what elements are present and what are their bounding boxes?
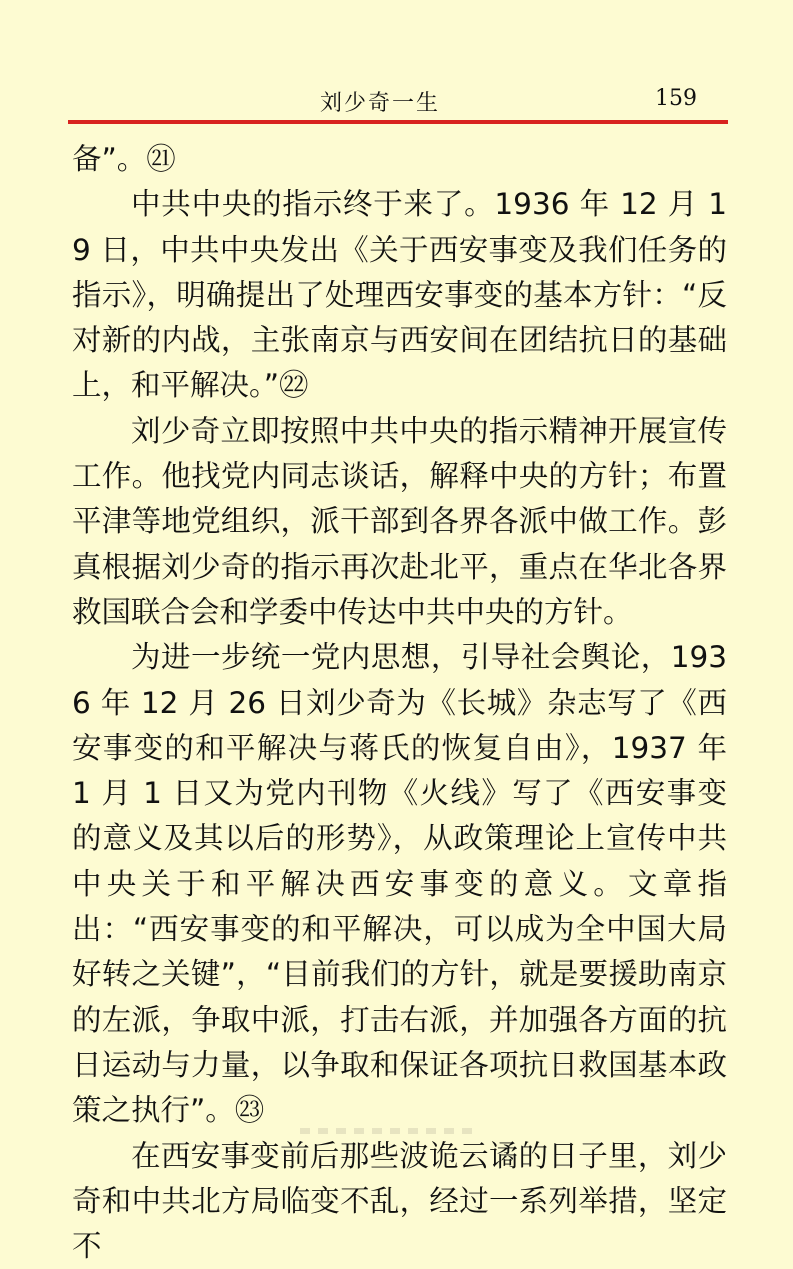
- running-header-title: 刘少奇一生: [320, 91, 441, 116]
- paragraph: 刘少奇立即按照中共中央的指示精神开展宣传工作。他找党内同志谈话，解释中央的方针；布置平津等地党组织，派干部到各界各派中做工作。彭真根据刘少奇的指示再次赴北平，重点在华北各界救国联合会和学委中传达中共中央的方针。: [72, 413, 727, 629]
- body-text: [72, 137, 727, 1269]
- paragraph: 中共中央的指示终于来了。1936 年 12 月 19 日，中共中央发出《关于西安事变及我们任务的指示》，明确提出了处理西安事变的基本方针：“反对新的内战，主张南京与西安间在团结抗日的基础上，和平解决。”㉒: [72, 187, 727, 403]
- paragraph-continuation: 备”。㉑: [72, 142, 176, 176]
- header-divider: [68, 120, 728, 124]
- paragraph: 为进一步统一党内思想，引导社会舆论，1936 年 12 月 26 日刘少奇为《长城》杂志写了《西安事变的和平解决与蒋氏的恢复自由》，1937 年 1 月 1 日又为党内刊物《火线》写了《西安事变的意义及其以后的形势》，从政策理论上宣传中共中央关于和平解决西安事变的意义。文章指出：“西安事变的和平解决，可以成为全中国大局好转之关键”，“目前我们的方针，就是要援助南京的左派，争取中派，打击右派，并加强各方面的抗日运动与力量，以争取和保证各项抗日救国基本政策之执行”。㉓: [72, 640, 727, 1128]
- paragraph: 在西安事变前后那些波诡云谲的日子里，刘少奇和中共北方局临变不乱，经过一系列举措，坚定不: [72, 1138, 727, 1264]
- page-number: 159: [655, 86, 697, 111]
- footer-scan-mark: [300, 1128, 480, 1134]
